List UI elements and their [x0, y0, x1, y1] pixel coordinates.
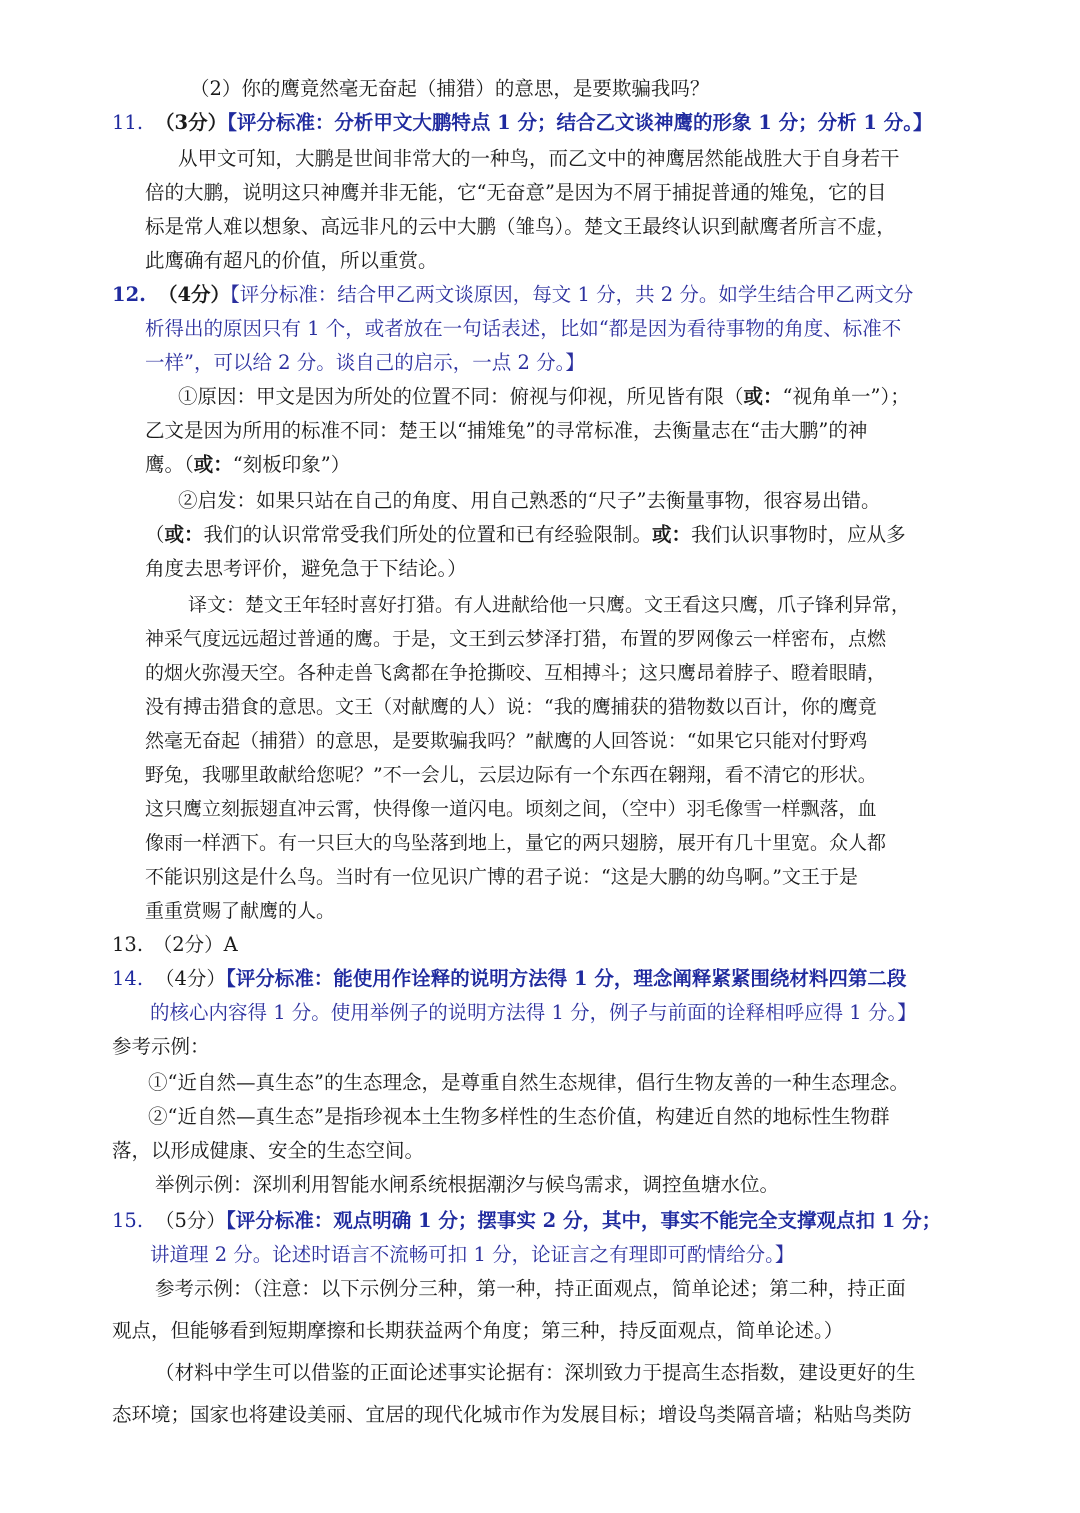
question-score: （4分）: [157, 283, 231, 306]
text-segment: 我们认识事物时，应从多: [691, 523, 906, 546]
translation-line: 不能识别这是什么鸟。当时有一位见识广博的君子说：“这是大鹏的幼鸟啊。”文王于是: [145, 866, 858, 888]
answer-12-reason: [178, 380, 910, 414]
grading-criteria-cont: 讲道理 2 分。论述时语言不流畅可扣 1 分，论证言之有理即可酌情给分。】: [150, 1243, 795, 1266]
or-marker: 或：: [743, 385, 783, 408]
text-segment: ①原因：甲文是因为所处的位置不同：俯视与仰视，所见皆有限（: [178, 385, 744, 408]
answer-14-line: ①“近自然—真生态”的生态理念，是尊重自然生态规律，倡行生物友善的一种生态理念。: [148, 1071, 909, 1094]
question-number: 14.: [112, 967, 144, 990]
text-segment: （: [145, 523, 165, 546]
answer-14-example: 举例示例：深圳利用智能水闸系统根据潮汐与候鸟需求，调控鱼塘水位。: [155, 1173, 780, 1196]
answer-12-line: [145, 518, 906, 552]
question-score: （4分）: [155, 967, 226, 990]
question-score: （5分）: [155, 1209, 226, 1232]
answer-12-line: 乙文是因为所用的标准不同：楚王以“捕雉兔”的寻常标准，去衡量志在“击大鹏”的神: [145, 419, 868, 442]
question-score: （3分）: [155, 111, 228, 134]
question-number: 15.: [112, 1209, 144, 1232]
translation-line: 然毫无奋起（捕猎）的意思，是要欺骗我吗？”献鹰的人回答说：“如果它只能对付野鸡: [145, 730, 868, 752]
answer-11-line: 倍的大鹏，说明这只神鹰并非无能，它“无奋意”是因为不屑于捕捉普通的雉兔，它的目: [145, 181, 887, 204]
question-number: 12.: [112, 283, 146, 306]
grading-criteria: 【评分标准：能使用作诠释的说明方法得 1 分，理念阐释紧紧围绕材料四第二段: [225, 967, 907, 990]
question-12-header: [112, 278, 913, 312]
or-marker: 或：: [164, 523, 204, 546]
answer-15-line: 参考示例：（注意：以下示例分三种，第一种，持正面观点，简单论述；第二种，持正面: [155, 1277, 906, 1300]
answer-12-line: [145, 448, 350, 482]
answer-11-line: 标是常人难以想象、高远非凡的云中大鹏（雏鸟）。楚文王最终认识到献鹰者所言不虚，: [145, 215, 896, 238]
answer-10-2-line: （2）你的鹰竟然毫无奋起（捕猎）的意思，是要欺骗我吗？: [190, 77, 710, 100]
question-11-header: [112, 106, 933, 140]
grading-criteria: 【评分标准：分析甲文大鹏特点 1 分；结合乙文谈神鹰的形象 1 分；分析 1 分。】: [227, 111, 933, 134]
answer-15-line: （材料中学生可以借鉴的正面论述事实论据有：深圳致力于提高生态指数，建设更好的生: [155, 1361, 916, 1384]
text-segment: 我们的认识常常受我们所处的位置和已有经验限制。: [203, 523, 653, 546]
translation-line: 野兔，我哪里敢献给您呢？”不一会儿，云层边际有一个东西在翱翔，看不清它的形状。: [145, 764, 877, 786]
answer-15-line: 观点，但能够看到短期摩擦和长期获益两个角度；第三种，持反面观点，简单论述。）: [112, 1319, 844, 1342]
answer-14-line: ②“近自然—真生态”是指珍视本土生物多样性的生态价值，构建近自然的地标性生物群: [148, 1105, 890, 1128]
answer-12-line: 角度去思考评价，避免急于下结论。）: [145, 557, 467, 580]
grading-criteria: 【评分标准：结合甲乙两文谈原因，每文 1 分，共 2 分。如学生结合甲乙两文分: [230, 283, 914, 306]
text-segment: 鹰。（: [145, 453, 194, 476]
question-number: 11.: [112, 111, 144, 134]
answer-15-line: 态环境；国家也将建设美丽、宜居的现代化城市作为发展目标；增设鸟类隔音墙；粘贴鸟类防: [112, 1403, 912, 1426]
grading-criteria: 【评分标准：观点明确 1 分；摆事实 2 分，其中，事实不能完全支撑观点扣 1 分；: [225, 1209, 942, 1232]
question-14-header: [112, 962, 906, 996]
answer-14-line: 落，以形成健康、安全的生态空间。: [112, 1139, 425, 1162]
translation-line: 神采气度远远超过普通的鹰。于是，文王到云梦泽打猎，布置的罗网像云一样密布，点燃: [145, 628, 887, 650]
translation-line: 没有搏击猎食的意思。文王（对献鹰的人）说：“我的鹰捕获的猎物数以百计，你的鹰竟: [145, 696, 877, 718]
reference-example-label: 参考示例：: [112, 1035, 210, 1058]
translation-line: 这只鹰立刻振翅直冲云霄，快得像一道闪电。顷刻之间，（空中）羽毛像雪一样飘落，血: [145, 798, 877, 820]
grading-criteria-cont: 的核心内容得 1 分。使用举例子的说明方法得 1 分，例子与前面的诠释相呼应得 1 分。】: [150, 1001, 917, 1024]
translation-line: 像雨一样洒下。有一只巨大的鸟坠落到地上，量它的两只翅膀，展开有几十里宽。众人都: [145, 832, 887, 854]
text-segment: “刻板印象”）: [232, 453, 351, 476]
translation-line: 重重赏赐了献鹰的人。: [145, 900, 336, 922]
question-13-answer: 13. （2分）A: [112, 933, 238, 956]
answer-11-line: 此鹰确有超凡的价值，所以重赏。: [145, 249, 438, 272]
translation-line: 译文：楚文王年轻时喜好打猎。有人进献给他一只鹰。文王看这只鹰，爪子锋利异常，: [188, 594, 911, 616]
or-marker: 或：: [193, 453, 233, 476]
answer-11-line: 从甲文可知，大鹏是世间非常大的一种鸟，而乙文中的神鹰居然能战胜大于自身若干: [178, 147, 900, 170]
grading-criteria-cont: 一样”，可以给 2 分。谈自己的启示，一点 2 分。】: [145, 351, 585, 374]
translation-line: 的烟火弥漫天空。各种走兽飞禽都在争抢撕咬、互相搏斗；这只鹰昂着脖子、瞪着眼睛，: [145, 662, 887, 684]
or-marker: 或：: [652, 523, 692, 546]
text-segment: “视角单一”）；: [782, 385, 910, 408]
question-15-header: [112, 1204, 941, 1238]
answer-12-insight: ②启发：如果只站在自己的角度、用自己熟悉的“尺子”去衡量事物，很容易出错。: [178, 489, 881, 512]
grading-criteria-cont: 析得出的原因只有 1 个，或者放在一句话表述，比如“都是因为看待事物的角度、标准不: [145, 317, 902, 340]
